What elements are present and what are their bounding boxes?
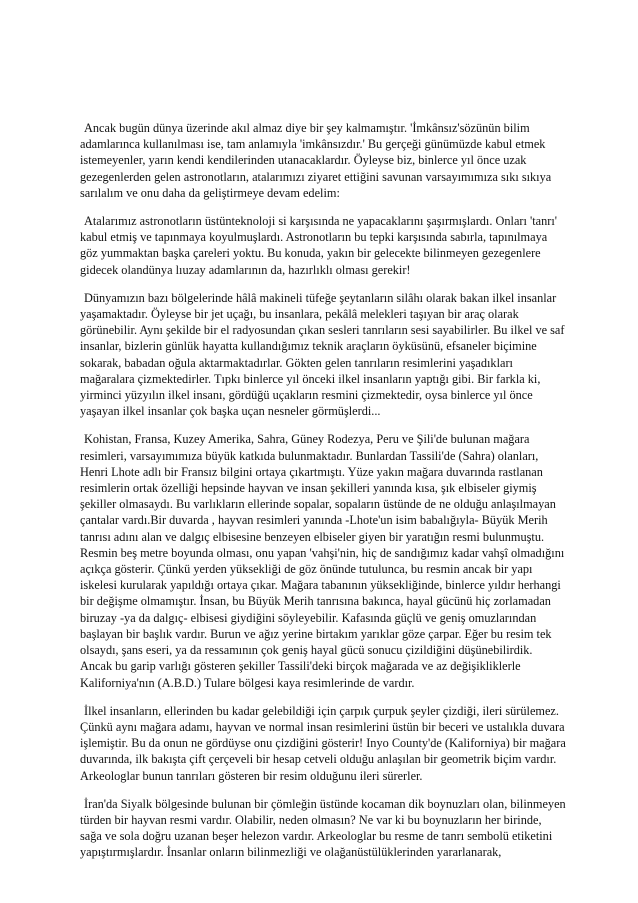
- paragraph-1: Ancak bugün dünya üzerinde akıl almaz diye bir şey kalmamıştır. 'İmkânsız'sözünün bilim adamlarınca kullanılması ise, tam anlamıyla 'imkânsızdır.' Bu gerçeği günümüzde kabul etmek istemeyenler, yarın kendi kendilerinden utanacaklardır. Öyleyse biz, binlerce yıl önce uzak gezegenlerden gelen astronotların, atalarımızı ziyaret ettiğini savunan varsayımımıza sıkı sıkıya sarılalım ve onu daha da geliştirmeye devam edelim:: [80, 121, 552, 200]
- paragraph-6: İran'da Siyalk bölgesinde bulunan bir çömleğin üstünde kocaman dik boynuzları olan, bilinmeyen türden bir hayvan resmi vardır. Olabilir, neden olmasın? Ne var ki bu boynuzların her birinde, sağa ve sola doğru uzanan beşer helezon vardır. Arkeologlar bu resme de tanrı sembolü etiketini yapıştırmışlardır. İnsanlar onların bilinmezliği ve olağanüstülüklerinden yararlanarak,: [80, 796, 566, 860]
- paragraph-3: Dünyamızın bazı bölgelerinde hâlâ makineli tüfeğe şeytanların silâhı olarak bakan ilkel insanlar yaşamaktadır. Öyleyse bir jet uçağı, bu insanlara, pekâlâ melekleri taşıyan bir araç olarak görünebilir. Aynı şekilde bir el radyosundan çıkan sesleri tanrıların sesi sayabilirler. Bu ilkel ve saf insanlar, bizlerin günlük hayatta kullandığımız teknik araçların öyküsünü, efsaneler biçimine sokarak, babadan oğula aktarmaktadırlar. Gökten gelen tanrıların resimlerini yaşadıkları mağaralara çizmektedirler. Tıpkı binlerce yıl önceki ilkel insanların yaptığı gibi. Bir farkla ki, yirminci yüzyılın ilkel insanı, gördüğü uçakların resmini çizmektedir, oysa binlerce yıl önce yaşayan ilkel insanlar çok başka uçan nesneler görmüşlerdi...: [80, 290, 565, 419]
- paragraph-2: Atalarımız astronotların üstünteknoloji si karşısında ne yapacaklarını şaşırmışlardı. Onları 'tanrı' kabul etmiş ve tapınmaya koyulmuşlardı. Astronotların bu tepki karşısında sabırla, tapınılmaya göz yummaktan başka çareleri yoktu. Bu konuda, yakın bir gelecekte bilinmeyen gezegenlere gidecek olandünya lıuzay adamlarının da, hazırlıklı olması gerekir!: [80, 214, 557, 277]
- paragraph-4: Kohistan, Fransa, Kuzey Amerika, Sahra, Güney Rodezya, Peru ve Şili'de bulunan mağara resimleri, varsayımımıza büyük katkıda bulunmaktadır. Bunlardan Tassili'de (Sahra) olanları, Henri Lhote adlı bir Fransız bilgini ortaya çıkartmıştı. Yüze yakın mağara duvarında rastlanan resimlerin ortak özelliği hepsinde hayvan ve insan şekilleri yanında kısa, şık elbiseler giymiş şekiller olmasaydı. Bu varlıkların ellerinde sopalar, sopaların üstünde de ne olduğu anlaşılmayan çantalar vardı.Bir duvarda , hayvan resimleri yanında -Lhote'un isim babalığıyla- Büyük Merih tanrısı adını alan ve dalgıç elbisesine benzeyen elbiseler giyen bir yaratığın resmi bulunmuştu. Resmin beş metre boyunda olması, onu yapan 'vahşi'nin, hiç de sandığımız kadar vahşî olmadığını açıkça gösterir. Çünkü yerden yüksekliği de göz önünde tutulunca, bu resmin ancak bir yapı iskelesi kurularak yapıldığı ortaya çıkar. Mağara tabanının yüksekliğinde, binlerce yıldır herhangi bir değişme olmamıştır. İnsan, bu Büyük Merih tanrısına bakınca, hayal gücünü hiç zorlamadan biruzay -ya da dalgıç- elbisesi giydiğini söyleyebilir. Kafasında güçlü ve geniş omuzlarından başlayan bir başlık vardır. Burun ve ağız yerine birtakım yarıklar göze çarpar. Eğer bu resim tek olsaydı, şans eseri, ya da ressamının çok geniş hayal gücü sonucu çizildiğini düşünebilirdik. Ancak bu garip varlığı gösteren şekiller Tassili'deki birçok mağarada ve az değişikliklerle Kaliforniya'nın (A.B.D.) Tulare bölgesi kaya resimlerinde de vardır.: [80, 432, 565, 690]
- document-body: [80, 120, 566, 873]
- paragraph-5: İlkel insanların, ellerinden bu kadar gelebildiği için çarpık çurpuk şeyler çizdiği, ileri sürülemez. Çünkü aynı mağara adamı, hayvan ve normal insan resimlerini üstün bir beceri ve ustalıkla duvara işlemiştir. Bu da onun ne gördüyse onu çizdiğini gösterir! Inyo County'de (Kaliforniya) bir mağara duvarında, ilk bakışta çift çerçeveli bir hesap cetveli olduğu anlaşılan bir geometrik biçim vardır. Arkeologlar bunun tanrıları gösteren bir resim olduğunu ileri sürerler.: [80, 703, 566, 783]
